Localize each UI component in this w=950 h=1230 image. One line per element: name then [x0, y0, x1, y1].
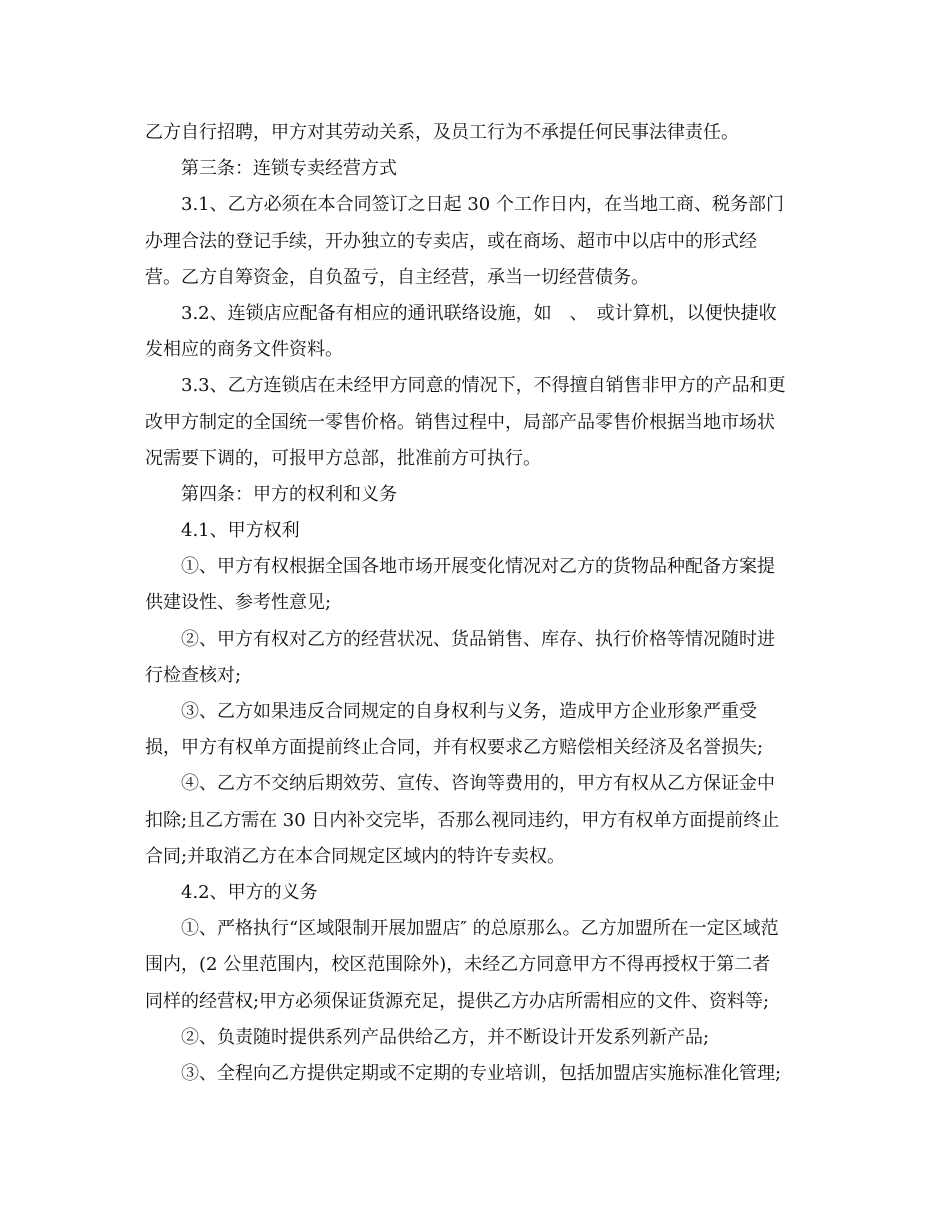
text-line: 合同;并取消乙方在本合同规定区域内的特许专卖权。: [145, 845, 566, 867]
document-body: [145, 115, 815, 1092]
text-line: 营。乙方自筹资金，自负盈亏，自主经营，承当一切经营债务。: [145, 266, 649, 288]
text-line: 围内，(2 公里范围内，校区范围除外)，未经乙方同意甲方不得再授权于第二者: [145, 954, 771, 976]
text-line: 发相应的商务文件资料。: [145, 339, 343, 361]
text-line: ①、甲方有权根据全国各地市场开展变化情况对乙方的货物品种配备方案提: [181, 556, 775, 578]
text-line: 供建设性、参考性意见;: [145, 592, 332, 614]
text-line: 同样的经营权;甲方必须保证货源充足，提供乙方办店所需相应的文件、资料等;: [145, 990, 770, 1012]
subsection-heading: 4.2、甲方的义务: [181, 881, 318, 903]
text-line: 行检查核对;: [145, 664, 242, 686]
text-line: 损，甲方有权单方面提前终止合同，并有权要求乙方赔偿相关经济及名誉损失;: [145, 737, 764, 759]
text-line: ④、乙方不交纳后期效劳、宣传、咨询等费用的，甲方有权从乙方保证金中: [181, 773, 775, 795]
section-heading: 第三条：连锁专卖经营方式: [181, 158, 397, 180]
text-line: ③、乙方如果违反合同规定的自身权利与义务，造成甲方企业形象严重受: [181, 701, 757, 722]
text-line: ①、严格执行“区域限制开展加盟店″ 的总原那么。乙方加盟所在一定区域范: [181, 918, 779, 940]
text-line: 3.1、乙方必须在本合同签订之日起 30 个工作日内，在当地工商、税务部门: [181, 194, 784, 216]
section-heading: 第四条：甲方的权利和义务: [181, 483, 397, 505]
text-line: 扣除;且乙方需在 30 日内补交完毕，否那么视同违约，甲方有权单方面提前终止: [145, 809, 780, 831]
text-line: ③、全程向乙方提供定期或不定期的专业培训，包括加盟店实施标准化管理;: [181, 1062, 782, 1084]
text-line: 办理合法的登记手续，开办独立的专卖店，或在商场、超市中以店中的形式经: [145, 230, 757, 252]
text-line: ②、负责随时提供系列产品供给乙方，并不断设计开发系列新产品;: [181, 1026, 710, 1048]
subsection-heading: 4.1、甲方权利: [181, 520, 300, 542]
text-line: 乙方自行招聘，甲方对其劳动关系，及员工行为不承提任何民事法律责任。: [145, 122, 739, 143]
text-line: 3.2、连锁店应配备有相应的通讯联络设施，如 、 或计算机，以便快捷收: [181, 302, 777, 324]
text-line: 况需要下调的，可报甲方总部，批准前方可执行。: [145, 447, 541, 469]
text-line: ②、甲方有权对乙方的经营状况、货品销售、库存、执行价格等情况随时进: [181, 628, 775, 650]
text-line: 3.3、乙方连锁店在未经甲方同意的情况下，不得擅自销售非甲方的产品和更: [181, 375, 786, 397]
text-line: 改甲方制定的全国统一零售价格。销售过程中，局部产品零售价根据当地市场状: [145, 411, 775, 433]
